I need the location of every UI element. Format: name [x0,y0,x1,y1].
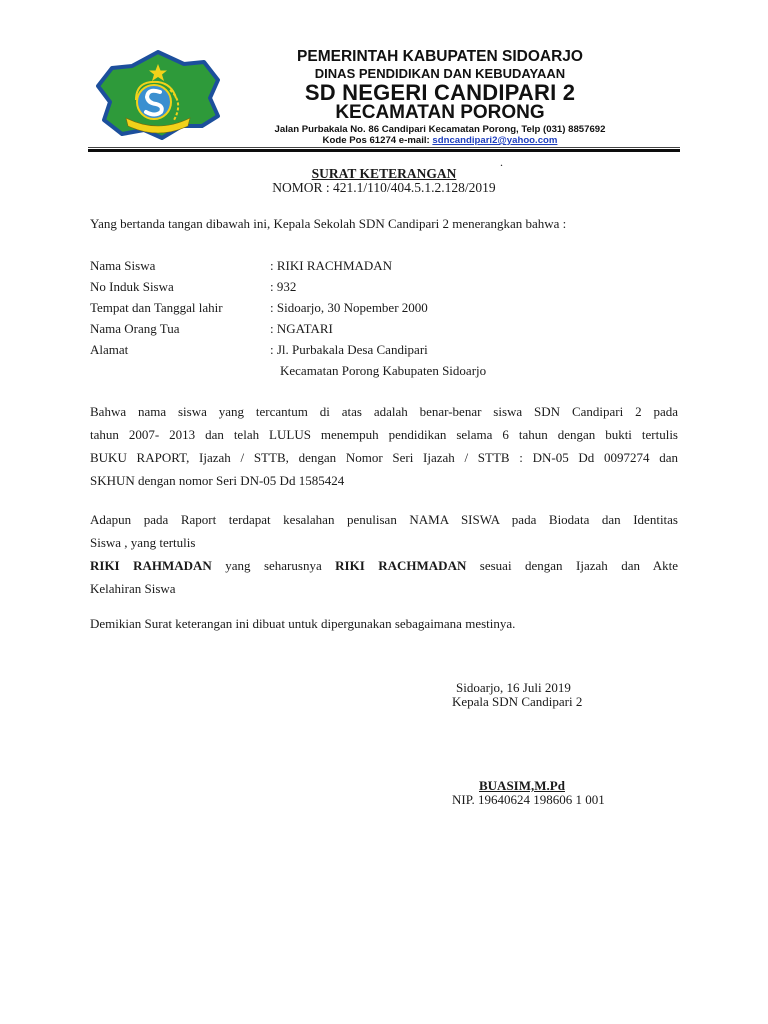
paragraph-line: Kelahiran Siswa [90,581,176,596]
field-value-student-id: : 932 [270,279,297,294]
kabupaten-sidoarjo-emblem-icon [92,50,224,142]
paragraph-line: BUKU RAPORT, Ijazah / STTB, dengan Nomor Seri Ijazah / STTB : DN-05 Dd 0097274 dan [90,450,678,465]
closing-text: Demikian Surat keterangan ini dibuat untuk dipergunakan sebagaimana mestinya. [90,616,516,631]
field-value-address-continued: Kecamatan Porong Kabupaten Sidoarjo [280,363,487,378]
field-label-student-name: Nama Siswa [90,258,156,273]
correction-middle-text: yang seharusnya [211,558,336,573]
field-value-student-name: : RIKI RACHMADAN [270,258,393,273]
field-value-birth: : Sidoarjo, 30 Nopember 2000 [270,300,428,315]
letterhead-contact [220,135,660,146]
document-title-text: SURAT KETERANGAN [311,166,457,181]
letterhead-department: DINAS PENDIDIKAN DAN KEBUDAYAAN [314,66,566,81]
stray-mark: . [500,155,503,169]
paragraph-line: SKHUN dengan nomor Seri DN-05 Dd 1585424 [90,473,345,488]
document-number: NOMOR : 421.1/110/404.5.1.2.128/2019 [272,180,496,195]
paragraph-line: Adapun pada Raport terdapat kesalahan penulisan NAMA SISWA pada Biodata dan Identitas [90,512,678,527]
header-divider-thin [88,147,680,148]
field-value-address: : Jl. Purbakala Desa Candipari [270,342,428,357]
signature-place-date: Sidoarjo, 16 Juli 2019 [456,680,571,695]
paragraph-line: Siswa , yang tertulis [90,535,196,550]
field-label-parent: Nama Orang Tua [90,321,180,336]
intro-text: Yang bertanda tangan dibawah ini, Kepala Sekolah SDN Candipari 2 menerangkan bahwa : [90,216,567,231]
correction-line [90,554,678,577]
header-divider-thick [88,149,680,152]
paragraph-line: Bahwa nama siswa yang tercantum di atas adalah benar-benar siswa SDN Candipari 2 pada [90,404,678,419]
paragraph-error-note [90,508,678,600]
signature-name: BUASIM,M.Pd [479,778,565,793]
correct-name: RIKI RACHMADAN [335,558,467,573]
letterhead-government: PEMERINTAH KABUPATEN SIDOARJO [297,48,583,65]
signature-nip: NIP. 19640624 198606 1 001 [452,792,605,807]
letterhead-address: Jalan Purbakala No. 86 Candipari Kecamatan Porong, Telp (031) 8857692 [274,124,606,135]
letterhead-district: KECAMATAN PORONG [335,102,545,123]
signature-position: Kepala SDN Candipari 2 [452,694,583,709]
wrong-name: RIKI RAHMADAN [90,558,212,573]
paragraph-line: tahun 2007- 2013 dan telah LULUS menempuh pendidikan selama 6 tahun dengan bukti tertulis [90,427,678,442]
field-value-parent: : NGATARI [270,321,333,336]
paragraph-graduation [90,400,678,492]
field-label-address: Alamat [90,342,129,357]
field-label-birth: Tempat dan Tanggal lahir [90,300,223,315]
letterhead-school-name: SD NEGERI CANDIPARI 2 [304,80,576,105]
correction-tail-text: sesuai dengan Ijazah dan Akte [466,558,678,573]
email-link[interactable]: sdncandipari2@yahoo.com [432,135,558,146]
postal-code-label: Kode Pos 61274 e-mail: [322,135,433,146]
field-label-student-id: No Induk Siswa [90,279,174,294]
